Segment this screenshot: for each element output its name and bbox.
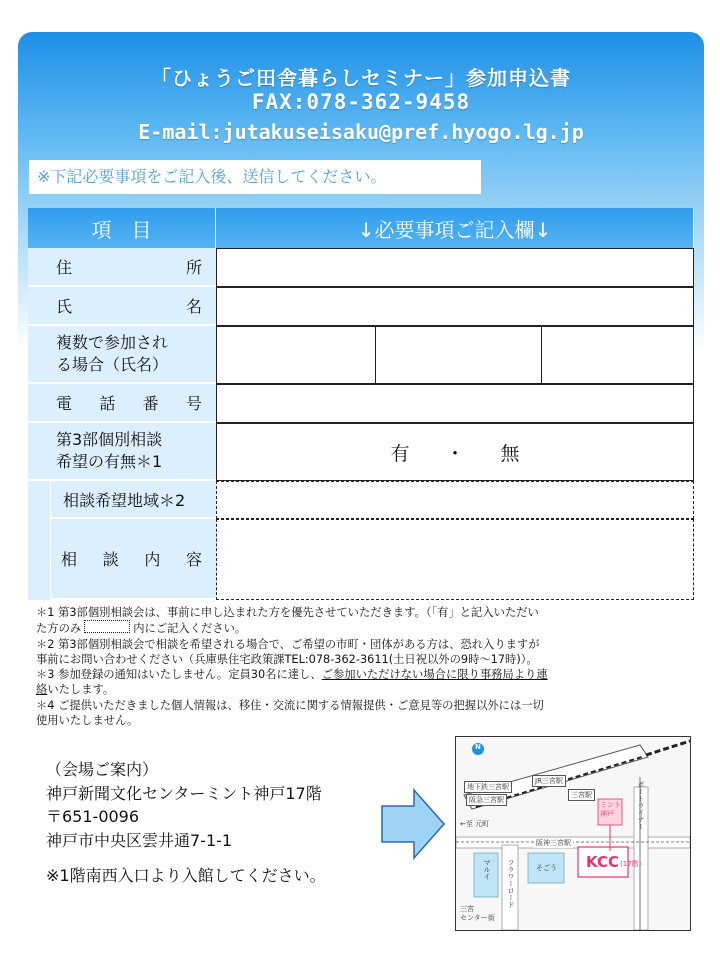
label-indent bbox=[28, 481, 50, 600]
venue-map bbox=[455, 736, 691, 931]
consultation-content-field[interactable] bbox=[216, 519, 694, 600]
note-3-underlined-text: ご参加いただけない場合に限り事務局より連 bbox=[321, 668, 548, 682]
map-label-portliner: ポートライナー bbox=[637, 781, 645, 830]
note-4-line: ＊4 ご提供いただきました個人情報は、移住・交流に関する情報提供・ご意見等の把握以外には一切 bbox=[36, 698, 544, 712]
venue-heading: （会場ご案内） bbox=[46, 760, 159, 779]
multiple-participants-label-line: る場合（氏名） bbox=[56, 355, 169, 374]
address-label-char: 住 bbox=[56, 258, 73, 277]
note-3-line bbox=[36, 667, 696, 682]
option-no[interactable]: 無 bbox=[500, 442, 520, 465]
option-yes[interactable]: 有 bbox=[390, 442, 410, 465]
consultation-content-label-char: 容 bbox=[185, 550, 202, 569]
map-label-marui: マルイ bbox=[483, 859, 491, 880]
note-2-line: 事前にお問い合わせください（兵庫県住宅政策課TEL:078-362-3611(土日祝以外の9時～17時)）。 bbox=[36, 652, 538, 666]
instruction-notice: ※下記必要事項をご記入後、送信してください。 bbox=[29, 160, 481, 194]
name-label-char: 名 bbox=[185, 297, 202, 316]
participant-name-field-1[interactable] bbox=[216, 326, 376, 384]
address-label-char: 所 bbox=[185, 258, 202, 277]
note-3-text: ＊3 参加登録の通知はいたしません。定員30名に達し、 bbox=[36, 668, 322, 682]
map-label-kcc-floor: (17階) bbox=[620, 860, 642, 868]
name-label-char: 氏 bbox=[56, 297, 73, 316]
address-label bbox=[28, 248, 216, 287]
phone-label-char: 話 bbox=[99, 394, 116, 413]
note-1-text: 内にご記入ください。 bbox=[133, 622, 247, 636]
venue-entrance-note: ※1階南西入口より入館してください。 bbox=[46, 866, 326, 885]
note-4-line: 使用いたしません。 bbox=[36, 714, 139, 728]
arrow-right-icon bbox=[380, 788, 446, 860]
venue-name: 神戸新聞文化センターミント神戸17階 bbox=[46, 783, 322, 803]
consultation-content-label-char: 相 bbox=[61, 550, 78, 569]
map-label-mint-line: ミント bbox=[600, 801, 621, 809]
map-label-to-motomachi: ←至 元町 bbox=[460, 820, 490, 828]
phone-label bbox=[28, 384, 216, 423]
consultation-area-field[interactable] bbox=[216, 481, 694, 519]
consultation-yes-no-field bbox=[216, 423, 694, 481]
individual-consultation-label-line: 第3部個別相談 bbox=[56, 430, 163, 449]
map-label-flower-road: フラワーロード bbox=[507, 859, 515, 908]
map-label-sannomiya-station: 三宮駅 bbox=[568, 789, 595, 801]
dotted-box-sample bbox=[84, 620, 130, 633]
footnotes bbox=[36, 605, 696, 728]
phone-field[interactable] bbox=[216, 384, 694, 423]
map-label-mint-kobe bbox=[600, 801, 621, 819]
name-field[interactable] bbox=[216, 287, 694, 326]
form-title: 「ひょうご田舎暮らしセミナー」参加申込書 bbox=[151, 66, 571, 90]
note-1-line bbox=[36, 620, 696, 636]
email-address: E-mail:jutakuseisaku@pref.hyogo.lg.jp bbox=[138, 120, 584, 144]
map-label-center-street-line: 三宮 bbox=[460, 905, 474, 913]
map-label-jr-station: JR三宮駅 bbox=[532, 775, 566, 787]
consultation-content-label-char: 談 bbox=[102, 550, 119, 569]
note-2-line: ＊2 第3部個別相談会で相談を希望される場合で、ご希望の市町・団体がある方は、恐れ入りますが bbox=[36, 637, 540, 651]
column-header-entry: ↓必要事項ご記入欄↓ bbox=[216, 208, 694, 248]
note-3-underlined-text: 絡 bbox=[36, 683, 48, 697]
column-header-item: 項 目 bbox=[28, 208, 216, 248]
participant-name-field-3[interactable] bbox=[541, 326, 694, 384]
map-label-mint-line: 神戸 bbox=[600, 810, 614, 818]
map-label-hanshin-station: 阪神三宮駅 bbox=[536, 839, 571, 847]
address-field[interactable] bbox=[216, 248, 694, 287]
consultation-content-label-char: 内 bbox=[144, 550, 161, 569]
map-label-hankyu-station: 阪急三宮駅 bbox=[466, 794, 507, 806]
name-label bbox=[28, 287, 216, 326]
map-label-kcc: KCC bbox=[586, 853, 619, 871]
venue-info bbox=[46, 758, 326, 888]
note-1-line: ＊1 第3部個別相談会は、事前に申し込まれた方を優先させていただきます。（「有」と記入いただい bbox=[36, 606, 539, 619]
note-1-text: た方のみ bbox=[36, 622, 82, 636]
fax-number: FAX:078-362-9458 bbox=[251, 90, 471, 114]
venue-postal-code: 〒651-0096 bbox=[46, 807, 140, 826]
phone-label-char: 番 bbox=[142, 394, 159, 413]
compass-north-icon: N bbox=[475, 743, 481, 751]
map-roads bbox=[456, 737, 690, 930]
map-label-center-street-line: センター街 bbox=[460, 914, 495, 922]
multiple-participants-label bbox=[28, 326, 216, 384]
multiple-participants-label-line: 複数で参加され bbox=[56, 333, 169, 352]
venue-address: 神戸市中央区雲井通7-1-1 bbox=[46, 830, 233, 850]
map-label-subway-station: 地下鉄三宮駅 bbox=[464, 781, 512, 793]
consultation-area-label: 相談希望地域＊2 bbox=[51, 481, 216, 519]
note-3-line bbox=[36, 682, 696, 697]
individual-consultation-label-line: 希望の有無＊1 bbox=[56, 452, 163, 471]
individual-consultation-label bbox=[28, 423, 216, 481]
option-separator: ・ bbox=[445, 442, 465, 465]
participant-name-field-2[interactable] bbox=[375, 326, 542, 384]
map-label-sogo: そごう bbox=[536, 864, 557, 872]
phone-label-char: 号 bbox=[185, 394, 202, 413]
phone-label-char: 電 bbox=[56, 394, 73, 413]
note-3-text: いたします。 bbox=[47, 683, 115, 697]
map-label-center-street bbox=[460, 905, 495, 923]
consultation-content-label bbox=[51, 519, 216, 600]
